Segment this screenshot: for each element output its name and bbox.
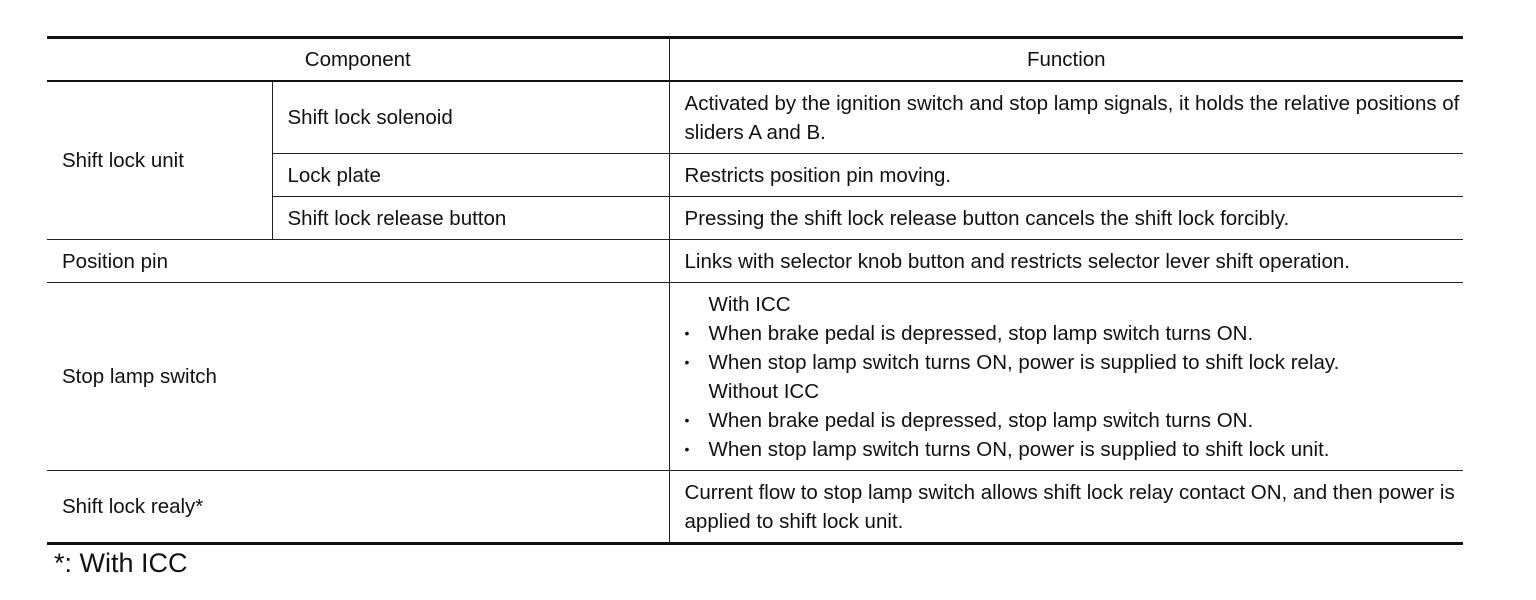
footnote: *: With ICC [54,548,188,578]
component-function-table [47,36,1463,545]
table-row [47,283,1463,471]
part-name-cell: Shift lock release button [272,197,669,240]
bullet-icon: • [684,411,690,428]
bullet-icon: • [684,324,690,341]
shift-lock-unit-cell: Shift lock unit [47,81,272,240]
table-row [47,240,1463,283]
list-item [685,406,1464,435]
without-icc-heading: Without ICC [708,379,820,403]
bullet-icon: • [684,440,690,457]
bullet-icon: • [684,353,690,370]
function-cell: Restricts position pin moving. [669,154,1463,197]
function-cell: Current flow to stop lamp switch allows shift lock relay contact ON, and then power is applied to shift lock unit. [669,471,1463,544]
part-name-cell: Shift lock solenoid [272,81,669,154]
with-icc-heading: With ICC [708,292,791,316]
shift-lock-relay-cell: Shift lock realy* [47,471,669,544]
header-component: Component [47,38,669,82]
list-item [685,435,1464,464]
function-cell: Links with selector knob button and restricts selector lever shift operation. [669,240,1463,283]
component-function-table-container [47,36,1463,545]
list-item-text: When stop lamp switch turns ON, power is supplied to shift lock unit. [708,437,1330,461]
list-item [685,319,1464,348]
part-name-cell: Lock plate [272,154,669,197]
list-item [685,348,1464,377]
stop-lamp-function-cell [669,283,1463,471]
function-cell: Activated by the ignition switch and stop lamp signals, it holds the relative positions of sliders A and B. [669,81,1463,154]
list-item-text: When brake pedal is depressed, stop lamp switch turns ON. [708,321,1254,345]
function-cell: Pressing the shift lock release button cancels the shift lock forcibly. [669,197,1463,240]
stop-lamp-switch-cell: Stop lamp switch [47,283,669,471]
table-row [47,81,1463,154]
header-function: Function [669,38,1463,82]
list-item-text: When brake pedal is depressed, stop lamp switch turns ON. [708,408,1254,432]
table-row [47,471,1463,544]
list-item-text: When stop lamp switch turns ON, power is supplied to shift lock relay. [708,350,1340,374]
header-row [47,38,1463,82]
position-pin-cell: Position pin [47,240,669,283]
